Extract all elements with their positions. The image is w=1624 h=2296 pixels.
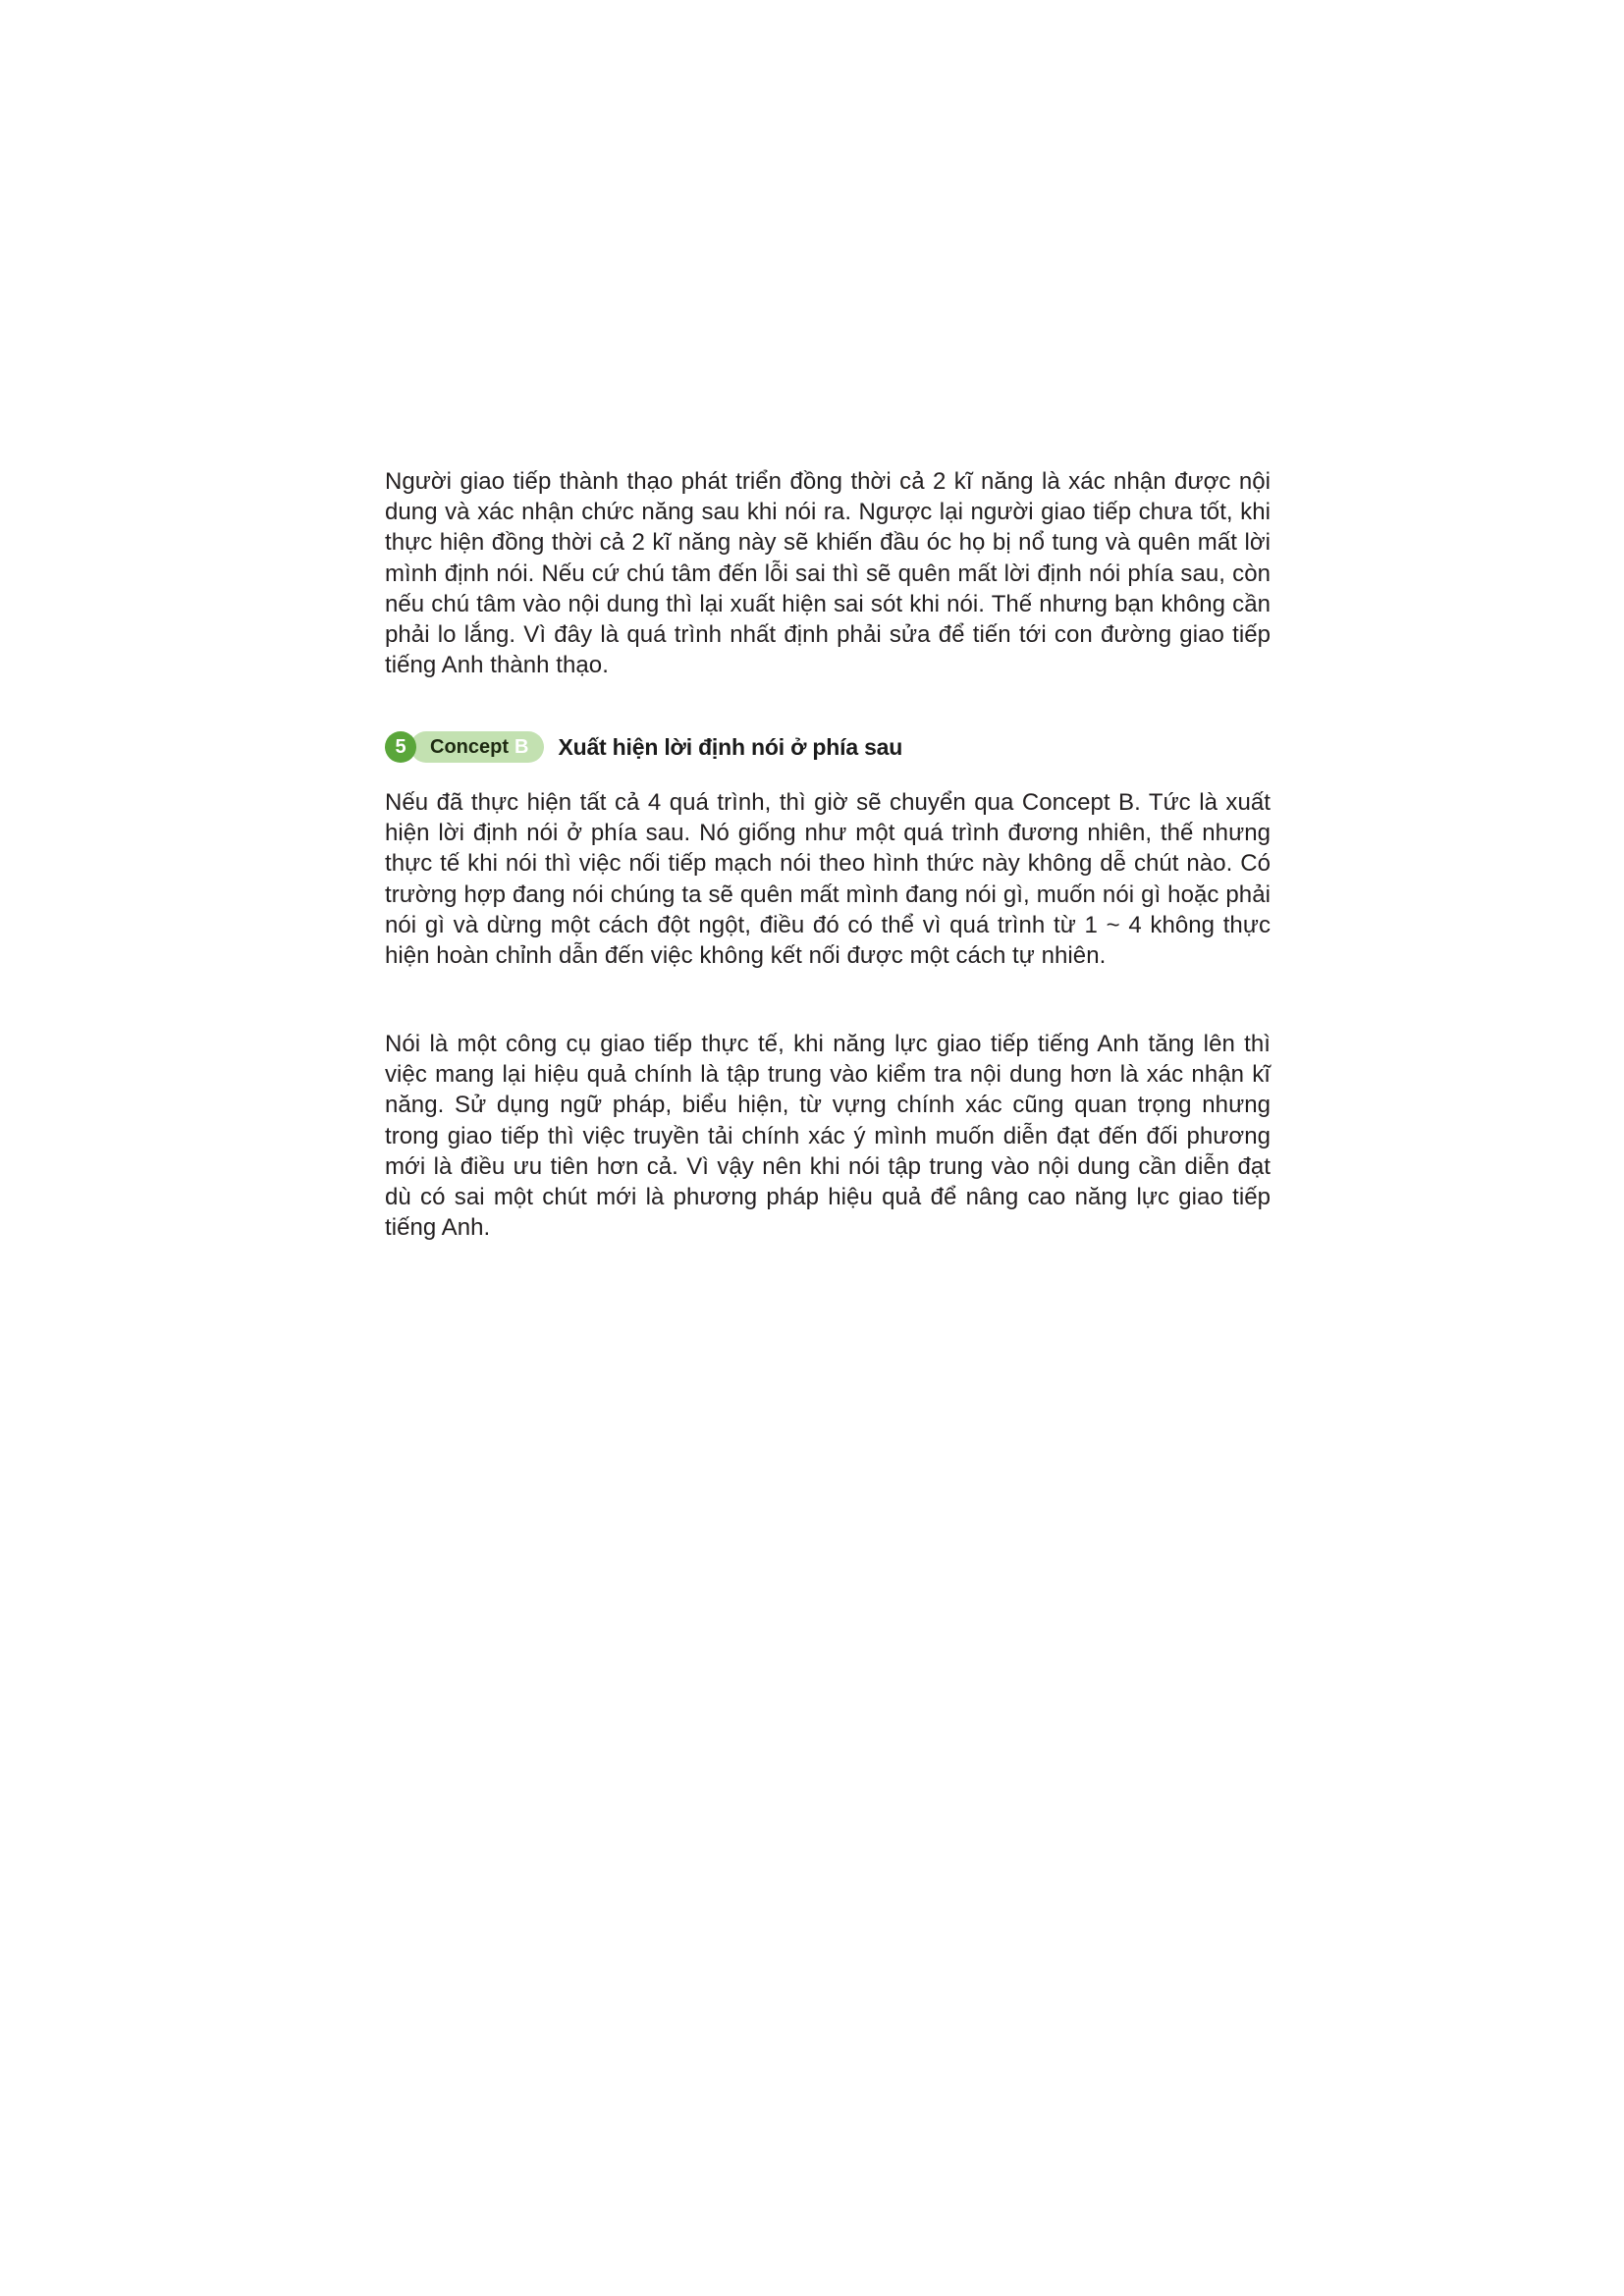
section-heading bbox=[385, 730, 902, 764]
concept-word: Concept bbox=[430, 735, 509, 758]
section-title: Xuất hiện lời định nói ở phía sau bbox=[558, 733, 903, 760]
concept-letter: B bbox=[514, 735, 529, 758]
body-paragraph-2: Nếu đã thực hiện tất cả 4 quá trình, thì giờ sẽ chuyển qua Concept B. Tức là xuất hiện lời định nói ở phía sau. Nó giống như một quá trình đương nhiên, thế nhưng thực tế khi nói thì việc nối tiếp mạch nói theo hình thức này không dễ chút nào. Có trường hợp đang nói chúng ta sẽ quên mất mình đang nói gì, muốn nói gì hoặc phải nói gì và dừng một cách đột ngột, điều đó có thể vì quá trình từ 1 ~ 4 không thực hiện hoàn chỉnh dẫn đến việc không kết nối được một cách tự nhiên. bbox=[385, 789, 1271, 970]
concept-label-pill bbox=[410, 731, 544, 763]
body-paragraph-1: Người giao tiếp thành thạo phát triển đồng thời cả 2 kĩ năng là xác nhận được nội dung và xác nhận chức năng sau khi nói ra. Ngược lại người giao tiếp chưa tốt, khi thực hiện đồng thời cả 2 kĩ năng này sẽ khiến đầu óc họ bị nổ tung và quên mất lời mình định nói. Nếu cứ chú tâm đến lỗi sai thì sẽ quên mất lời định nói phía sau, còn nếu chú tâm vào nội dung thì lại xuất hiện sai sót khi nói. Thế nhưng bạn không cần phải lo lắng. Vì đây là quá trình nhất định phải sửa để tiến tới con đường giao tiếp tiếng Anh thành thạo. bbox=[385, 468, 1271, 679]
section-number-badge: 5 bbox=[385, 731, 416, 763]
body-paragraph-3: Nói là một công cụ giao tiếp thực tế, khi năng lực giao tiếp tiếng Anh tăng lên thì việc mang lại hiệu quả chính là tập trung vào kiểm tra nội dung hơn là xác nhận kĩ năng. Sử dụng ngữ pháp, biểu hiện, từ vựng chính xác cũng quan trọng nhưng trong giao tiếp thì việc truyền tải chính xác ý mình muốn diễn đạt đến đối phương mới là điều ưu tiên hơn cả. Vì vậy nên khi nói tập trung vào nội dung cần diễn đạt dù có sai một chút mới là phương pháp hiệu quả để nâng cao năng lực giao tiếp tiếng Anh. bbox=[385, 1031, 1271, 1242]
